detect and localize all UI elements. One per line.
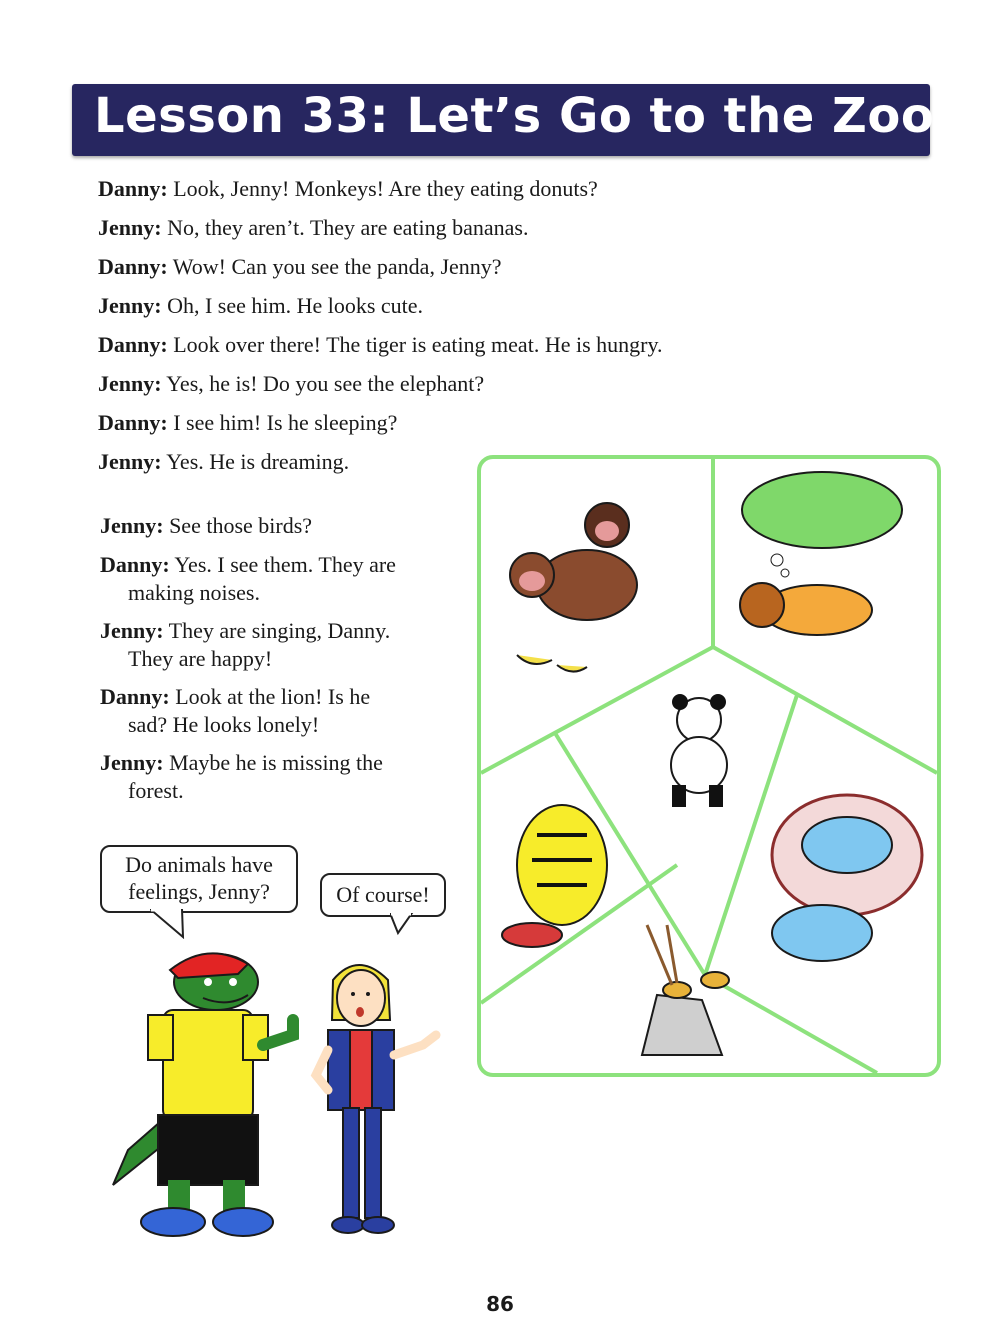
dialogue-line: Jenny: See those birds?	[100, 513, 313, 538]
danny-speech-bubble: Do animals have feelings, Jenny?	[100, 845, 298, 913]
dialogue-line: Jenny: No, they aren’t. They are eating bananas.	[98, 215, 529, 240]
dialogue-line: Danny: Look, Jenny! Monkeys! Are they eating donuts?	[98, 176, 598, 201]
dialogue-line: Danny: Yes. I see them. They are making noises.	[100, 552, 396, 605]
dialogue-line: Jenny: Yes, he is! Do you see the elephant?	[98, 371, 485, 396]
elephant-illustration	[772, 795, 922, 961]
dialogue-line: Jenny: Maybe he is missing the forest.	[100, 750, 383, 803]
page-number: 86	[486, 1292, 514, 1316]
monkeys-illustration	[510, 503, 637, 672]
panel-dividers	[477, 455, 941, 1077]
panda-illustration	[671, 694, 727, 807]
jenny-speech-bubble: Of course!	[320, 873, 446, 917]
dialogue-line: Danny: Look over there! The tiger is eating meat. He is hungry.	[98, 332, 663, 357]
title-banner	[72, 84, 957, 156]
dialogue-line: Danny: Wow! Can you see the panda, Jenny?	[98, 254, 502, 279]
dialogue-line: Danny: Look at the lion! Is he sad? He looks lonely!	[100, 684, 371, 737]
bubble-tail	[390, 913, 420, 939]
dialogue-line: Jenny: Yes. He is dreaming.	[98, 449, 350, 474]
bubble-tail	[150, 909, 190, 939]
dialogue-line: Jenny: They are singing, Danny. They are happy!	[100, 618, 391, 671]
danny-character	[108, 950, 303, 1245]
dialogue-line: Danny: I see him! Is he sleeping?	[98, 410, 398, 435]
lion-illustration	[740, 472, 902, 635]
dialogue-line: Jenny: Oh, I see him. He looks cute.	[98, 293, 424, 318]
jenny-character	[308, 960, 448, 1245]
page-title: Lesson 33: Let’s Go to the Zoo!	[94, 88, 957, 144]
